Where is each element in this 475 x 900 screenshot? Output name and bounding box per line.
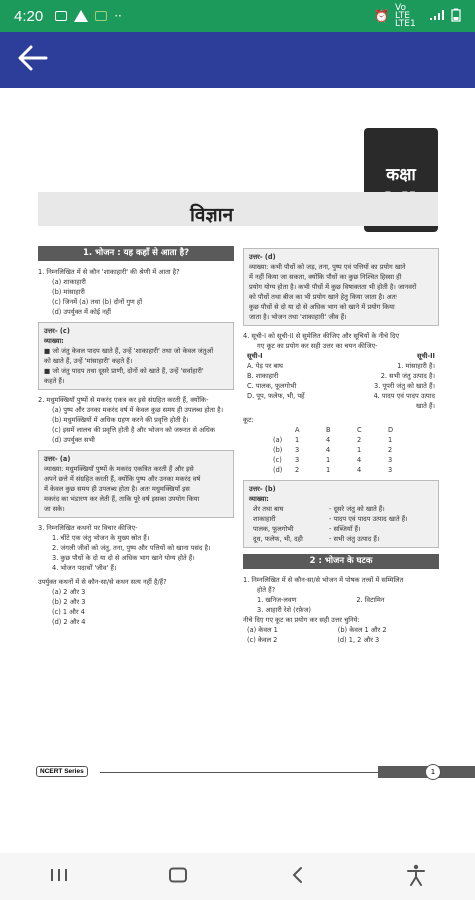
statement-row	[243, 595, 439, 605]
recents-button[interactable]	[39, 857, 79, 897]
footer-divider	[100, 772, 380, 773]
answer-line: को खाते हैं, उन्हें 'मांसाहारी' कहते हैं।	[44, 357, 133, 365]
more-dots: ··	[114, 9, 122, 23]
code-cell: C	[357, 426, 362, 434]
answer-row	[249, 504, 433, 514]
signal-icon	[429, 9, 445, 24]
code-cell: 4	[357, 456, 362, 464]
option: (c) 1 और 4	[52, 608, 85, 616]
answer-box	[38, 322, 234, 390]
option: (a) केवल 1	[247, 626, 278, 634]
page-number: 1	[425, 764, 441, 780]
question-prompt: उपर्युक्त कथनों में से कौन-सा/से कथन सत्य नहीं है/हैं?	[38, 578, 167, 586]
app-bar	[0, 32, 475, 88]
answer-line: मकरंद का भंडारण कर लेती हैं, ताकि पूरे वर्ष इसका उपयोग किया	[44, 495, 200, 503]
statement: 2. जंगली जीवों को जंतु, तना, पुष्प और पत्तियों को खाना पसंद है।	[52, 544, 211, 552]
accessibility-icon	[406, 864, 426, 890]
app-icon	[95, 11, 107, 21]
question-3: 3. निम्नलिखित कथनों पर विचार कीजिए-	[38, 524, 138, 532]
answer-head: उत्तर- (c)	[44, 327, 70, 335]
answer-line: कुछ पौधों से दो या दो से अधिक भाग को खाने में प्रयोग किया	[249, 303, 395, 311]
code-cell: 2	[357, 436, 362, 444]
code-cell: 1	[388, 436, 393, 444]
notification-icons	[55, 9, 122, 23]
answer-cell: शेर तथा बाघ	[253, 505, 284, 513]
answer-box	[243, 480, 439, 548]
status-time: 4:20	[14, 7, 44, 25]
answer-head: उत्तर- (a)	[44, 455, 71, 463]
option: (b) मांसाहारी	[52, 288, 85, 296]
answer-head: उत्तर- (d)	[249, 253, 276, 261]
home-button[interactable]	[158, 857, 198, 897]
statement: 3. कुछ पौधों के दो या दो से अधिक भाग खाने योग्य होते हैं।	[52, 554, 195, 562]
code-label: कूट:	[243, 416, 254, 424]
answer-cell: - दूसरे जंतु को खाते हैं।	[329, 505, 385, 513]
answer-cell: - सब्जियाँ हैं।	[329, 525, 361, 533]
section-title: 2 : भोजन के घटक	[243, 554, 439, 569]
option: (c) इसमें लालच की प्रवृत्ति होती है और भोजन को जरूरत से अधिक	[52, 426, 215, 434]
code-table	[243, 425, 439, 475]
code-cell: 4	[357, 466, 362, 474]
answer-cell: शाकाहारी	[253, 515, 276, 523]
code-cell	[273, 425, 295, 435]
match-header	[243, 351, 439, 361]
list2-title: सूची-II	[417, 352, 435, 360]
code-cell: D	[388, 426, 394, 434]
answer-line: में केवल कुछ समय ही उपलब्ध होता है। अतः मधुमक्खियाँ इस	[44, 485, 190, 493]
answer-line: ■ जो जंतु केवल पादप खाते हैं, उन्हें 'शाकाहारी' तथा जो केवल जंतुओं	[44, 347, 214, 355]
statement: 2. विटामिन	[356, 596, 385, 604]
list1-item: B. शाकाहारी	[247, 372, 279, 380]
option: (a) 2 और 3	[52, 588, 86, 596]
list1-item: A. पेड़ पर बाघ	[247, 362, 283, 370]
answer-line: कहते हैं।	[44, 377, 65, 385]
match-row	[243, 361, 439, 371]
code-cell: 3	[295, 446, 300, 454]
option: (b) केवल 1 और 2	[337, 626, 387, 634]
answer-line: में नहीं किया जा सकता, क्योंकि पौधों का कुछ निश्चित हिस्सा ही	[249, 273, 402, 281]
option: (d) 1, 2 और 3	[337, 636, 380, 644]
accessibility-button[interactable]	[396, 857, 436, 897]
subject-bar	[38, 192, 438, 226]
nav-bar	[0, 853, 475, 900]
answer-cell: दूध, फलेफ, भी, दही	[253, 535, 303, 543]
answer-box	[38, 450, 234, 518]
code-cell: 1	[326, 456, 331, 464]
class-label: कक्षा	[386, 165, 416, 185]
match-row	[243, 391, 439, 401]
list2-item: 1. मांसाहारी है।	[397, 362, 435, 370]
pdf-page[interactable]	[0, 88, 475, 853]
statement: 4. भोजन पदार्थों 'जीव' हैं।	[52, 564, 117, 572]
code-cell: 1	[295, 436, 300, 444]
list2-item: 2. सभी जंतु उत्पाद है।	[380, 372, 435, 380]
question-5-cont: होते हैं?	[257, 586, 276, 594]
option: (d) उपर्युक्त में कोई नहीं	[52, 308, 112, 316]
option-row	[243, 625, 439, 635]
code-cell: (a)	[273, 436, 283, 444]
match-row	[243, 401, 439, 411]
code-cell: 2	[388, 446, 393, 454]
option: (d) 2 और 4	[52, 618, 86, 626]
explanation-label: व्याख्या:	[44, 337, 64, 345]
option-row	[243, 635, 439, 645]
match-row	[243, 381, 439, 391]
back-icon	[290, 866, 304, 888]
option: (b) मधुमक्खियों में अधिक ग्रहण करने की प्रवृत्ति होती है।	[52, 416, 189, 424]
answer-box	[243, 248, 439, 326]
right-column	[243, 248, 439, 645]
left-column	[38, 246, 234, 627]
code-cell: 3	[388, 456, 393, 464]
question-5: 1. निम्नलिखित में से कौन-सा/से भोजन में पोषक तत्त्वों में सम्मिलित	[243, 576, 404, 584]
code-cell: 2	[295, 466, 300, 474]
answer-line: व्याख्या: कभी पौधों को जड़, तना, पुष्प एवं पत्तियों का प्रयोग खाने	[249, 263, 406, 271]
answer-row	[249, 514, 433, 524]
option: (c) केवल 2	[247, 636, 278, 644]
option: (b) 2 और 3	[52, 598, 86, 606]
nav-back-button[interactable]	[277, 857, 317, 897]
list2-item: खाते हैं।	[416, 402, 435, 410]
question-4: 4. सूची-I को सूची-II से सुमेलित कीजिए और सूचियों के नीचे दिए	[243, 332, 400, 340]
statement: 1. चींटे एक जंतु भोजन के मुख्य स्रोत हैं।	[52, 534, 150, 542]
code-cell: 4	[326, 446, 331, 454]
answer-line: जाता है। भोजन तथा 'शाकाहारी' जीव हैं।	[249, 313, 347, 321]
code-cell: A	[295, 426, 300, 434]
code-cell: 3	[295, 456, 300, 464]
series-label: NCERT Series	[36, 766, 88, 777]
answer-row	[249, 524, 433, 534]
answer-line: जा सके।	[44, 505, 65, 513]
match-row	[243, 371, 439, 381]
question-prompt: नीचे दिए गए कूट का प्रयोग कर सही उत्तर चुनिये:	[243, 616, 360, 624]
home-icon	[168, 867, 188, 887]
option: (a) शाकाहारी	[52, 278, 86, 286]
image-icon	[55, 11, 67, 21]
code-cell: 4	[326, 436, 331, 444]
list1-item: C. पालक, फूलगोभी	[247, 382, 297, 390]
answer-line: प्रयोग योग्य होता है। कभी पौधों में कुछ विषाक्तता भी होती है। जानवरों	[249, 283, 417, 291]
code-cell: 3	[388, 466, 393, 474]
question-4-cont: गए कूट का प्रयोग कर सही उत्तर का चयन कीजिए-	[257, 342, 378, 350]
answer-row	[249, 534, 433, 544]
system-icons	[374, 4, 461, 28]
answer-cell: पालक, फूलगोभी	[253, 525, 294, 533]
option: (c) जिनमें (a) तथा (b) दोनों गुण हों	[52, 298, 143, 306]
answer-cell: - पादप एवं पादप उत्पाद खाते हैं।	[329, 515, 408, 523]
code-cell: 1	[326, 466, 331, 474]
explanation-label: व्याख्या:	[249, 495, 269, 503]
recents-icon	[49, 867, 69, 887]
arrow-left-icon	[16, 44, 48, 76]
answer-line: व्याख्या: मधुमक्खियाँ पुष्पों के मकरंद एकत्रित करती हैं और इसे	[44, 465, 194, 473]
statement: 1. खनिज-लवण	[257, 596, 297, 604]
drive-icon	[74, 10, 88, 22]
statement: 3. आहारी रेशे (रफ़ेज)	[257, 606, 311, 614]
code-cell: 1	[357, 446, 362, 454]
answer-head: उत्तर- (b)	[249, 485, 276, 493]
code-cell: (d)	[273, 466, 283, 474]
network-label: Vo LTE LTE1	[395, 3, 416, 29]
answer-line: अपने छत्ते में संग्रहित करती हैं, क्योंकि पुष्प और उनका मकरंद वर्ष	[44, 475, 201, 483]
answer-cell: - सभी जंतु उत्पाद हैं।	[329, 535, 380, 543]
section-title: 1. भोजन : यह कहाँ से आता है?	[38, 246, 234, 261]
code-cell: (b)	[273, 446, 283, 454]
list1-title: सूची-I	[247, 352, 263, 360]
option: (d) उपर्युक्त सभी	[52, 436, 95, 444]
answer-line: ■ जो जंतु पादप तथा दूसरे प्राणी, दोनों को खाते हैं, उन्हें 'सर्वाहारी'	[44, 367, 204, 375]
option: (a) पुष्प और उनका मकरंद वर्ष में केवल कुछ समय ही उपलब्ध होता है।	[52, 406, 224, 414]
code-cell: B	[326, 426, 331, 434]
answer-line: को पौधों तथा बीज का भी प्रयोग खाने हेतु किया जाता है। अतः	[249, 293, 397, 301]
battery-icon	[451, 8, 461, 25]
list2-item: 3. पूपरी जंतु को खाते हैं।	[374, 382, 435, 390]
alarm-icon: ⏰	[374, 9, 389, 23]
question-1: 1. निम्नलिखित में से कौन 'शाकाहारी' की श्रेणी में आता है?	[38, 268, 180, 276]
list1-item: D. पूप, फलेफ, भी, पहें	[247, 392, 305, 400]
question-2: 2. मधुमक्खियाँ पुष्पों से मकरंद एकत्र कर इसे संग्रहित करती हैं, क्योंकि-	[38, 396, 209, 404]
back-button[interactable]	[14, 42, 50, 78]
list2-item: 4. पादप एवं पादप उत्पाद	[373, 392, 435, 400]
code-cell: (c)	[273, 456, 282, 464]
status-bar	[0, 0, 475, 32]
subject-title: विज्ञान	[190, 204, 234, 226]
